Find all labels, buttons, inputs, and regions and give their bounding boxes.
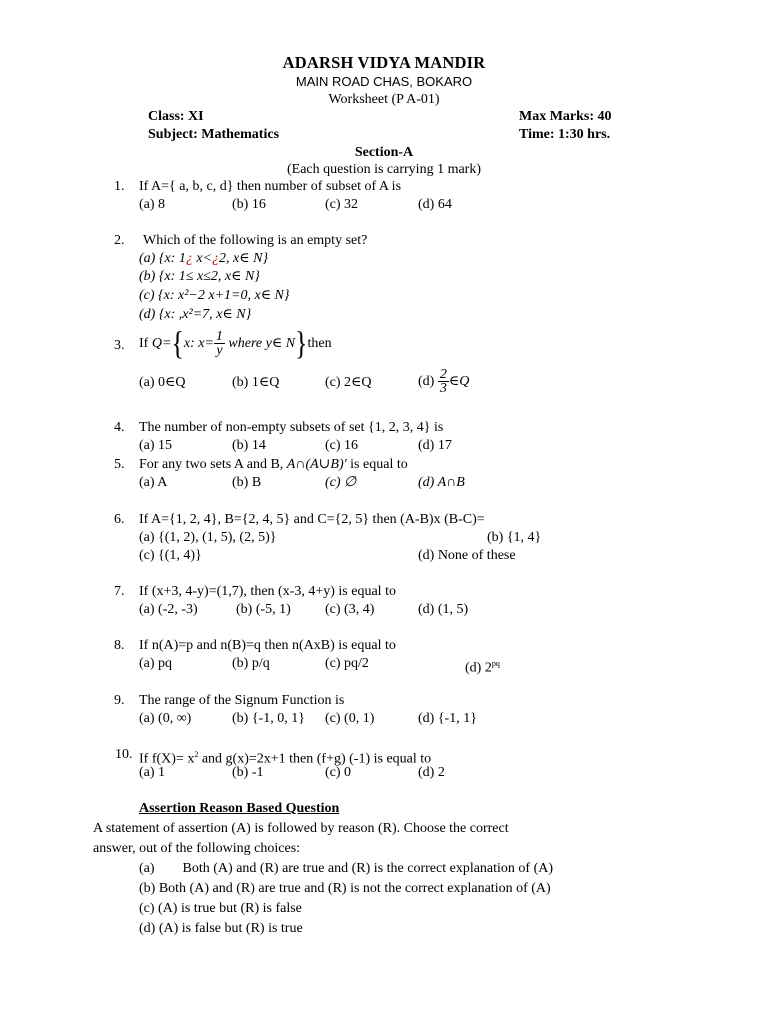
set-q-symbol: Q= — [151, 336, 172, 351]
option-a: (a) {x: 1¿ x<¿2, x∈ N} — [139, 251, 269, 266]
option-d — [465, 655, 500, 677]
option-a: (a) 15 — [139, 438, 173, 453]
option-b: (b) 14 — [232, 438, 266, 453]
school-name: ADARSH VIDYA MANDIR — [282, 53, 486, 72]
fraction-two-thirds — [438, 368, 449, 395]
question-text-post: and g(x)=2x+1 then (f+g) (-1) is equal to — [198, 751, 432, 767]
question-text-pre: If f(X)= x — [139, 751, 195, 767]
option-c: (c) 16 — [325, 438, 359, 453]
set-condition: x: x= — [183, 336, 214, 351]
fraction-denominator: y — [216, 343, 223, 359]
option-a: (a) A — [139, 475, 168, 490]
option-b: (b) 1∈Q — [232, 375, 280, 390]
question-text: Which of the following is an empty set? — [143, 233, 368, 248]
option-d: (d) None of these — [418, 548, 516, 563]
option-a: (a) pq — [139, 656, 173, 671]
question-number: 6. — [114, 512, 125, 527]
assertion-intro-line-2: answer, out of the following choices: — [93, 841, 301, 856]
assertion-choice-d: (d) (A) is false but (R) is true — [139, 921, 303, 936]
option-c: (c) {x: x²−2 x+1=0, x∈ N} — [139, 288, 290, 303]
subject-label: Subject: Mathematics — [148, 127, 280, 142]
option-d: (d) {x: ,x²=7, x∈ N} — [139, 307, 252, 322]
question-number: 10. — [115, 747, 133, 762]
option-d: (d) 64 — [418, 197, 452, 212]
option-d-label: (d) — [418, 374, 435, 389]
question-number: 9. — [114, 693, 125, 708]
option-d: (d) {-1, 1} — [418, 711, 477, 726]
fraction-numerator: 1 — [215, 329, 223, 345]
class-label: Class: XI — [148, 109, 204, 124]
option-d-rest: ∈Q — [448, 374, 470, 389]
question-text: If n(A)=p and n(B)=q then n(AxB) is equal to — [139, 638, 396, 653]
exponent: 2 — [194, 750, 199, 759]
set-expression: A∩(A∪B)′ — [286, 457, 347, 472]
option-d: (d) A∩B — [418, 475, 465, 490]
option-b: (b) p/q — [232, 656, 270, 671]
option-c: (c) {(1, 4)} — [139, 548, 202, 563]
question-text: If (x+3, 4-y)=(1,7), then (x-3, 4+y) is equal to — [139, 584, 396, 599]
assertion-intro-line-1: A statement of assertion (A) is followed by reason (R). Choose the correct — [93, 821, 509, 836]
question-number: 5. — [114, 457, 125, 472]
assertion-choice-c: (c) (A) is true but (R) is false — [139, 901, 302, 916]
question-number: 7. — [114, 584, 125, 599]
assertion-choice-b: (b) Both (A) and (R) are true and (R) is not the correct explanation of (A) — [139, 881, 551, 896]
option-d: (d) (1, 5) — [418, 602, 469, 617]
option-d — [418, 362, 469, 402]
option-c: (c) 0 — [325, 765, 352, 780]
question-text: If A={ a, b, c, d} then number of subset of A is — [139, 179, 402, 194]
option-d: (d) 2 — [418, 765, 445, 780]
option-c: (c) 32 — [325, 197, 359, 212]
option-b: (b) 16 — [232, 197, 266, 212]
section-note: (Each question is carrying 1 mark) — [287, 162, 481, 177]
stray-glyph: ¿ — [185, 251, 193, 266]
max-marks-label: Max Marks: 40 — [519, 109, 612, 124]
option-a: (a) {(1, 2), (1, 5), (2, 5)} — [139, 530, 277, 545]
option-b: (b) {-1, 0, 1} — [232, 711, 305, 726]
stray-glyph: ¿ — [212, 251, 220, 266]
option-c: (c) (3, 4) — [325, 602, 375, 617]
question-text-then: then — [307, 336, 332, 351]
option-a: (a) 8 — [139, 197, 166, 212]
question-text: If A={1, 2, 4}, B={2, 4, 5} and C={2, 5} then (A-B)x (B-C)= — [139, 512, 485, 527]
option-c: (c) pq/2 — [325, 656, 369, 671]
option-b: (b) (-5, 1) — [236, 602, 291, 617]
question-text-pre: For any two sets A and B, — [139, 457, 284, 472]
question-text — [139, 324, 332, 366]
option-a: (a) 1 — [139, 765, 166, 780]
option-a: (a) 0∈Q — [139, 375, 186, 390]
fraction-numerator: 2 — [439, 367, 447, 383]
option-c: (c) 2∈Q — [325, 375, 372, 390]
question-text: The range of the Signum Function is — [139, 693, 345, 708]
option-d-exponent: pq — [491, 659, 500, 668]
option-b: (b) B — [232, 475, 262, 490]
option-c: (c) ∅ — [325, 475, 357, 490]
question-text-post: is equal to — [350, 457, 408, 472]
question-text — [139, 456, 408, 473]
question-number: 1. — [114, 179, 125, 194]
question-text: The number of non-empty subsets of set {1, 2, 3, 4} is — [139, 420, 444, 435]
section-title: Section-A — [354, 145, 414, 160]
assertion-heading: Assertion Reason Based Question — [139, 801, 340, 816]
time-label: Time: 1:30 hrs. — [519, 127, 611, 142]
option-b: (b) {x: 1≤ x≤2, x∈ N} — [139, 269, 260, 284]
question-number: 3. — [114, 338, 125, 353]
option-b: (b) {1, 4} — [487, 530, 542, 545]
question-number: 8. — [114, 638, 125, 653]
option-b: (b) -1 — [232, 765, 264, 780]
option-d: (d) 17 — [418, 438, 452, 453]
fraction-denominator: 3 — [439, 381, 447, 397]
option-a: (a) (-2, -3) — [139, 602, 198, 617]
option-a: (a) (0, ∞) — [139, 711, 192, 726]
worksheet-title: Worksheet (P A-01) — [328, 92, 440, 107]
option-c: (c) (0, 1) — [325, 711, 375, 726]
option-d-base: (d) 2 — [465, 660, 492, 676]
school-address: MAIN ROAD CHAS, BOKARO — [295, 74, 473, 89]
question-text — [139, 746, 431, 768]
fraction-one-over-y — [214, 330, 225, 357]
brace-close: } — [295, 325, 308, 362]
set-where-clause: where y∈ N — [228, 336, 296, 351]
question-number: 4. — [114, 420, 125, 435]
question-number: 2. — [114, 233, 125, 248]
assertion-choice-a: (a) Both (A) and (R) are true and (R) is the correct explanation of (A) — [139, 861, 554, 876]
question-text-if: If — [139, 336, 149, 351]
brace-open: { — [171, 325, 184, 362]
